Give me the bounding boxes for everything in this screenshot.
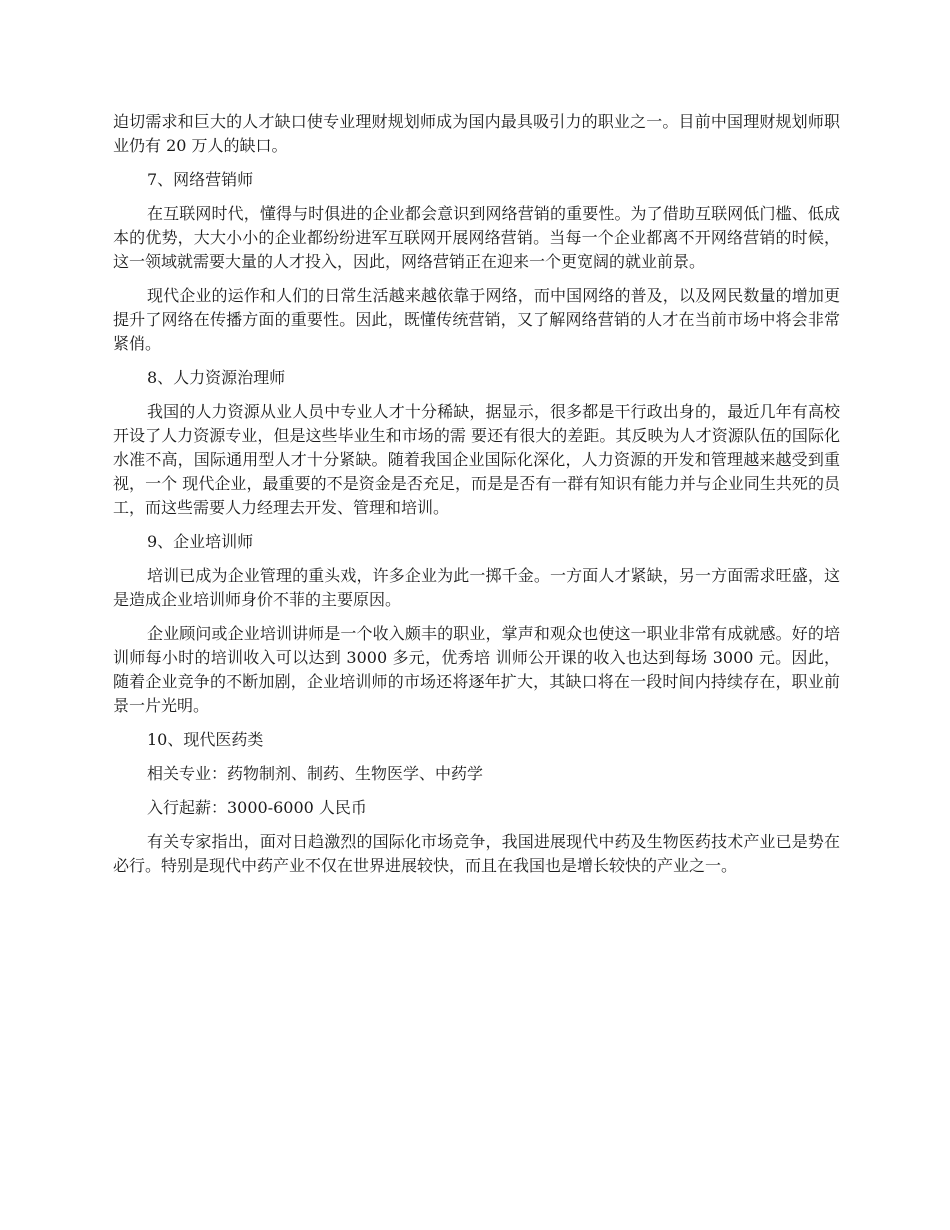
paragraph: 企业顾问或企业培训讲师是一个收入颇丰的职业，掌声和观众也使这一职业非常有成就感。好的培训师每小时的培训收入可以达到 3000 多元，优秀培 训师公开课的收入也达到每场 3000 元。因此，随着企业竞争的不断加剧，企业培训师的市场还将逐年扩大，其缺口将在一段时间内持续存在，职业前景一片光明。 [113,624,840,715]
document-body [113,110,840,888]
section-heading-modern-medicine: 10、现代医药类 [147,730,264,749]
section-heading-hr-management: 8、人力资源治理师 [147,368,286,387]
paragraph: 有关专家指出，面对日趋激烈的国际化市场竞争，我国进展现代中药及生物医药技术产业已是势在必行。特别是现代中药产业不仅在世界进展较快，而且在我国也是增长较快的产业之一。 [113,832,840,875]
paragraph: 培训已成为企业管理的重头戏，许多企业为此一掷千金。一方面人才紧缺，另一方面需求旺盛，这是造成企业培训师身价不菲的主要原因。 [113,566,840,609]
paragraph: 我国的人力资源从业人员中专业人才十分稀缺，据显示，很多都是干行政出身的，最近几年有高校开设了人力资源专业，但是这些毕业生和市场的需 要还有很大的差距。其反映为人才资源队伍的国际化水准不高，国际通用型人才十分紧缺。随着我国企业国际化深化，人力资源的开发和管理越来越受到重视，一个 现代企业，最重要的不是资金是否充足，而是是否有一群有知识有能力并与企业同生共死的员工，而这些需要人力经理去开发、管理和培训。 [113,402,840,517]
related-majors-line: 相关专业：药物制剂、制药、生物医学、中药学 [147,764,484,783]
section-heading-network-marketing: 7、网络营销师 [147,170,254,189]
paragraph: 在互联网时代，懂得与时俱进的企业都会意识到网络营销的重要性。为了借助互联网低门槛、低成本的优势，大大小小的企业都纷纷进军互联网开展网络营销。当每一个企业都离不开网络营销的时候，这一领域就需要大量的人才投入，因此，网络营销正在迎来一个更宽阔的就业前景。 [113,204,840,271]
section-heading-corporate-trainer: 9、企业培训师 [147,532,254,551]
paragraph: 现代企业的运作和人们的日常生活越来越依靠于网络，而中国网络的普及，以及网民数量的增加更提升了网络在传播方面的重要性。因此，既懂传统营销，又了解网络营销的人才在当前市场中将会非常紧俏。 [113,286,840,353]
paragraph-continued: 迫切需求和巨大的人才缺口使专业理财规划师成为国内最具吸引力的职业之一。目前中国理财规划师职业仍有 20 万人的缺口。 [113,112,840,155]
starting-salary-line: 入行起薪：3000-6000 人民币 [147,798,367,817]
